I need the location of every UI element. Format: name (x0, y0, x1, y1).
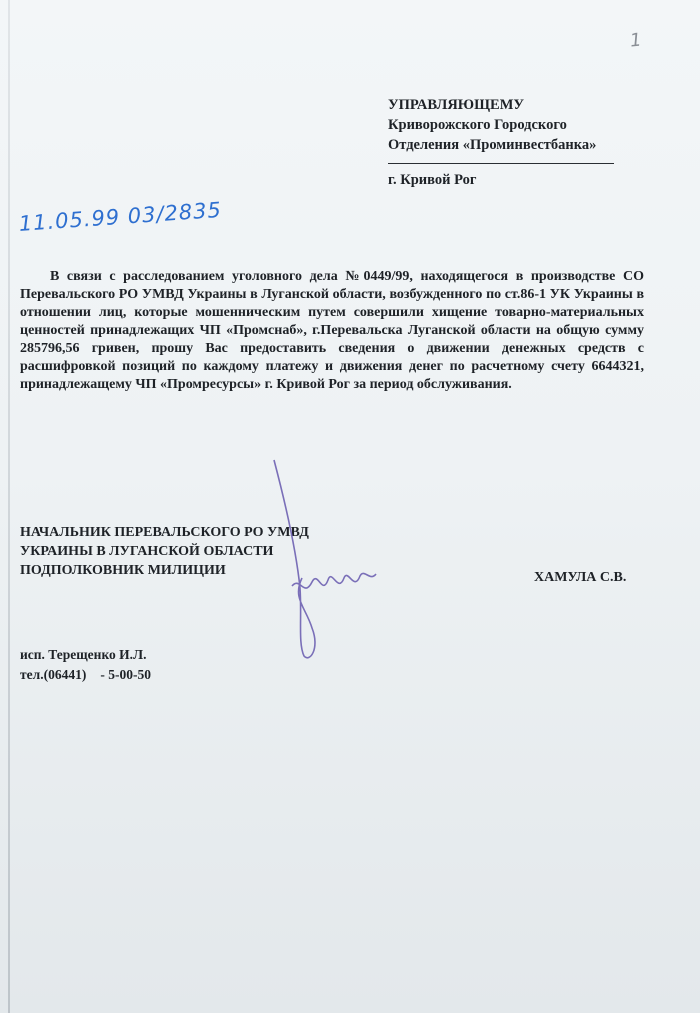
addressee-line-2: Криворожского Городского (388, 117, 567, 133)
handwritten-signature (262, 458, 382, 668)
addressee-line-1: УПРАВЛЯЮЩЕМУ (388, 97, 525, 113)
signatory-name: ХАМУЛА С.В. (534, 570, 627, 585)
registration-number: 11.05.99 03/2835 (18, 197, 223, 236)
signatory-line-2: УКРАИНЫ В ЛУГАНСКОЙ ОБЛАСТИ (20, 544, 274, 559)
executor-phone-value: - 5-00-50 (100, 667, 151, 682)
signatory-line-1: НАЧАЛЬНИК ПЕРЕВАЛЬСКОГО РО УМВД (20, 525, 309, 540)
addressee-city: г. Кривой Рог (388, 172, 477, 188)
signatory-line-3: ПОДПОЛКОВНИК МИЛИЦИИ (20, 563, 226, 578)
page-number-mark: 1 (628, 29, 643, 52)
executor-phone (20, 665, 240, 685)
addressee-block (388, 95, 628, 190)
executor-phone-label: тел.(06441) (20, 667, 87, 682)
letter-body: В связи с расследованием уголовного дела №0449/99, находящегося в производстве СО Перевальского РО УМВД Украины в Луганской области, возбужденного по ст.86-1 УК Украины в отношении лиц, которые мошенническим путем совершили хищение товарно-материальных ценностей принадлежащих ЧП «Промснаб», г.Перевальска Луганской области на общую сумму 285796,56 гривен, прошу Вас предоставить сведения о движении денежных средств с расшифровкой позиций по каждому платежу и движения денег по расчетному счету 6644321, принадлежащему ЧП «Промресурсы» г. Кривой Рог за период обслуживания. (20, 269, 644, 392)
page-fold-shadow (8, 0, 10, 1013)
executor-block (20, 645, 240, 685)
addressee-line-3: Отделения «Проминвестбанка» (388, 137, 597, 153)
addressee-divider (388, 163, 614, 164)
executor-name: исп. Терещенко И.Л. (20, 647, 147, 662)
